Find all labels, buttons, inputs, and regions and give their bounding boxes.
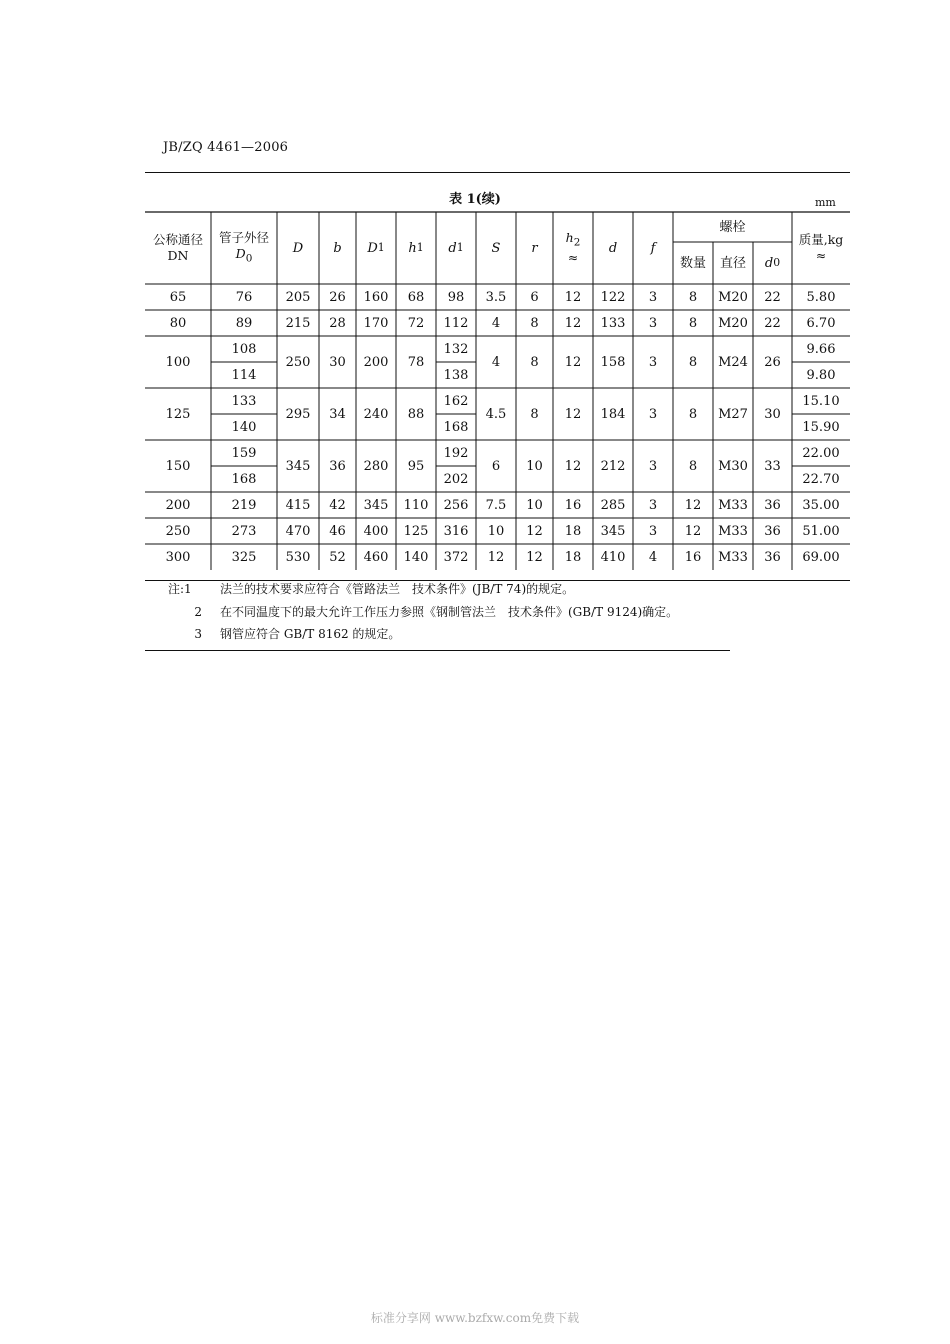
cell-mass: 51.00	[802, 523, 840, 539]
header-bolt: 螺栓	[719, 219, 746, 235]
cell-dn: 65	[169, 289, 187, 305]
cell-count: 12	[684, 523, 702, 539]
header-od-label: 管子外径	[218, 230, 269, 246]
header-dn-label: 公称通径	[152, 232, 203, 248]
header-mass-approx: ≈	[815, 248, 827, 263]
cell-d0: 22	[764, 289, 781, 305]
cell-mass: 22.70	[802, 471, 840, 487]
cell-od: 140	[231, 419, 257, 435]
cell-S: 7.5	[485, 497, 507, 513]
cell-od: 89	[235, 315, 253, 331]
cell-od: 168	[231, 471, 257, 487]
cell-r: 10	[526, 497, 543, 513]
cell-d1: 132	[443, 341, 469, 357]
cell-r: 10	[526, 458, 543, 474]
cell-h2: 16	[564, 497, 582, 513]
cell-D1: 400	[363, 523, 389, 539]
header-h2-approx: ≈	[567, 249, 579, 265]
cell-dia: M33	[718, 549, 748, 565]
cell-mass: 9.66	[806, 341, 836, 357]
cell-dia: M33	[718, 497, 748, 513]
cell-h2: 12	[564, 458, 582, 474]
header-h2	[553, 212, 593, 284]
header-d: d	[608, 240, 618, 256]
cell-b: 34	[329, 406, 346, 422]
cell-od: 325	[231, 549, 257, 565]
cell-D: 250	[285, 354, 311, 370]
cell-S: 12	[487, 549, 505, 565]
cell-r: 8	[530, 315, 539, 331]
cell-dn: 300	[165, 549, 191, 565]
header-mass-label: 质量,kg	[798, 232, 844, 248]
cell-D: 530	[285, 549, 311, 565]
cell-h2: 18	[564, 549, 582, 565]
cell-d0: 22	[764, 315, 781, 331]
cell-count: 8	[688, 458, 698, 474]
header-bolt-diameter: 直径	[719, 255, 746, 271]
cell-h2: 12	[564, 354, 582, 370]
header-mass	[792, 212, 850, 284]
cell-od: 219	[231, 497, 257, 513]
cell-h1: 68	[407, 289, 425, 305]
cell-mass: 15.10	[802, 393, 840, 409]
cell-h2: 12	[564, 315, 582, 331]
cell-d1: 138	[443, 367, 469, 383]
header-D1: D 1	[367, 240, 385, 256]
header-h1: h 1	[408, 240, 424, 256]
cell-h1: 72	[407, 315, 425, 331]
cell-d0: 26	[764, 354, 781, 370]
header-d0: d 0	[764, 255, 781, 271]
cell-h2: 12	[564, 289, 582, 305]
cell-dia: M20	[718, 315, 748, 331]
cell-b: 52	[329, 549, 346, 565]
cell-d0: 33	[764, 458, 781, 474]
cell-count: 8	[688, 354, 698, 370]
cell-S: 6	[491, 458, 501, 474]
notes-bottom-rule	[145, 650, 730, 651]
header-od	[211, 212, 277, 284]
cell-count: 16	[684, 549, 702, 565]
header-D: D	[292, 240, 304, 256]
cell-f: 3	[648, 458, 658, 474]
cell-d0: 36	[764, 549, 781, 565]
cell-b: 26	[329, 289, 346, 305]
cell-S: 4.5	[485, 406, 507, 422]
cell-f: 3	[648, 289, 658, 305]
cell-d1: 168	[443, 419, 469, 435]
cell-f: 3	[648, 497, 658, 513]
cell-D1: 460	[363, 549, 389, 565]
cell-mass: 22.00	[802, 445, 840, 461]
cell-r: 12	[526, 549, 543, 565]
cell-b: 30	[329, 354, 346, 370]
cell-f: 3	[648, 315, 658, 331]
cell-count: 8	[688, 315, 698, 331]
cell-D1: 345	[363, 497, 389, 513]
cell-dia: M20	[718, 289, 748, 305]
cell-r: 8	[530, 406, 539, 422]
cell-h1: 78	[407, 354, 425, 370]
header-h2-symbol: $h_2$	[565, 230, 581, 249]
cell-dn: 125	[165, 406, 191, 422]
header-bolt-count: 数量	[679, 255, 706, 271]
cell-dia: M27	[718, 406, 748, 422]
header-f: f	[650, 240, 656, 256]
cell-d0: 30	[764, 406, 781, 422]
header-dn-abbr: DN	[167, 248, 189, 263]
cell-mass: 15.90	[802, 419, 840, 435]
cell-count: 8	[688, 406, 698, 422]
cell-mass: 6.70	[806, 315, 836, 331]
cell-od: 273	[231, 523, 257, 539]
cell-d: 285	[600, 497, 626, 513]
cell-d1: 256	[443, 497, 469, 513]
cell-d1: 192	[443, 445, 469, 461]
cell-b: 36	[329, 458, 346, 474]
cell-h1: 95	[407, 458, 425, 474]
cell-D1: 160	[363, 289, 389, 305]
cell-S: 4	[491, 315, 501, 331]
cell-mass: 69.00	[802, 549, 840, 565]
cell-d: 184	[600, 406, 626, 422]
cell-h1: 125	[403, 523, 429, 539]
cell-mass: 35.00	[802, 497, 840, 513]
cell-d: 212	[600, 458, 626, 474]
note-1: 注:1 法兰的技术要求应符合《管路法兰 技术条件》(JB/T 74)的规定。	[168, 582, 575, 596]
cell-d1: 112	[443, 315, 469, 331]
cell-mass: 9.80	[806, 367, 836, 383]
cell-b: 28	[329, 315, 346, 331]
cell-D: 345	[285, 458, 311, 474]
cell-dn: 80	[169, 315, 187, 331]
cell-d1: 162	[443, 393, 469, 409]
cell-count: 8	[688, 289, 698, 305]
header-r: r	[531, 240, 538, 256]
cell-f: 3	[648, 523, 658, 539]
cell-count: 12	[684, 497, 702, 513]
cell-h1: 140	[403, 549, 429, 565]
unit-label: mm	[815, 196, 836, 209]
cell-dia: M33	[718, 523, 748, 539]
standard-code: JB/ZQ 4461—2006	[163, 140, 289, 155]
header-d1: d 1	[448, 240, 464, 256]
cell-od: 133	[231, 393, 257, 409]
cell-h2: 12	[564, 406, 582, 422]
cell-D: 215	[285, 315, 311, 331]
table-caption: 表 1(续)	[449, 192, 501, 207]
cell-D: 295	[285, 406, 311, 422]
cell-d: 133	[600, 315, 626, 331]
cell-S: 10	[487, 523, 505, 539]
cell-dn: 100	[165, 354, 191, 370]
cell-h1: 110	[403, 497, 429, 513]
cell-D1: 240	[363, 406, 389, 422]
header-dn	[145, 212, 211, 284]
cell-od: 76	[235, 289, 253, 305]
cell-od: 108	[231, 341, 257, 357]
cell-d: 158	[600, 354, 626, 370]
cell-D: 415	[285, 497, 311, 513]
cell-f: 3	[648, 354, 658, 370]
cell-h1: 88	[407, 406, 425, 422]
cell-b: 42	[329, 497, 346, 513]
cell-dia: M24	[718, 354, 748, 370]
cell-d: 122	[600, 289, 626, 305]
cell-mass: 5.80	[806, 289, 836, 305]
cell-dn: 200	[165, 497, 191, 513]
cell-dia: M30	[718, 458, 748, 474]
cell-od: 159	[231, 445, 257, 461]
cell-D: 205	[285, 289, 311, 305]
cell-d: 345	[600, 523, 626, 539]
cell-d0: 36	[764, 497, 781, 513]
cell-r: 12	[526, 523, 543, 539]
cell-d0: 36	[764, 523, 781, 539]
cell-D1: 280	[363, 458, 389, 474]
cell-f: 3	[648, 406, 658, 422]
header-S: S	[491, 240, 501, 256]
cell-r: 8	[530, 354, 539, 370]
header-od-symbol: $D_0$	[235, 246, 253, 265]
footer-watermark: 标准分享网 www.bzfxw.com免费下载	[370, 1311, 580, 1325]
cell-d1: 202	[443, 471, 469, 487]
header-b: b	[333, 240, 342, 256]
cell-od: 114	[231, 367, 257, 383]
cell-d1: 98	[447, 289, 465, 305]
cell-dn: 250	[165, 523, 191, 539]
cell-S: 3.5	[485, 289, 507, 305]
cell-f: 4	[648, 549, 658, 565]
cell-d1: 316	[443, 523, 469, 539]
cell-d: 410	[600, 549, 626, 565]
cell-dn: 150	[165, 458, 191, 474]
cell-S: 4	[491, 354, 501, 370]
note-2: 2 在不同温度下的最大允许工作压力参照《钢制管法兰 技术条件》(GB/T 9124)确定。	[194, 605, 679, 619]
note-3: 3 钢管应符合 GB/T 8162 的规定。	[194, 627, 401, 641]
cell-r: 6	[530, 289, 539, 305]
cell-D1: 200	[363, 354, 389, 370]
cell-D1: 170	[363, 315, 389, 331]
cell-D: 470	[285, 523, 311, 539]
cell-b: 46	[329, 523, 346, 539]
cell-d1: 372	[443, 549, 469, 565]
cell-h2: 18	[564, 523, 582, 539]
